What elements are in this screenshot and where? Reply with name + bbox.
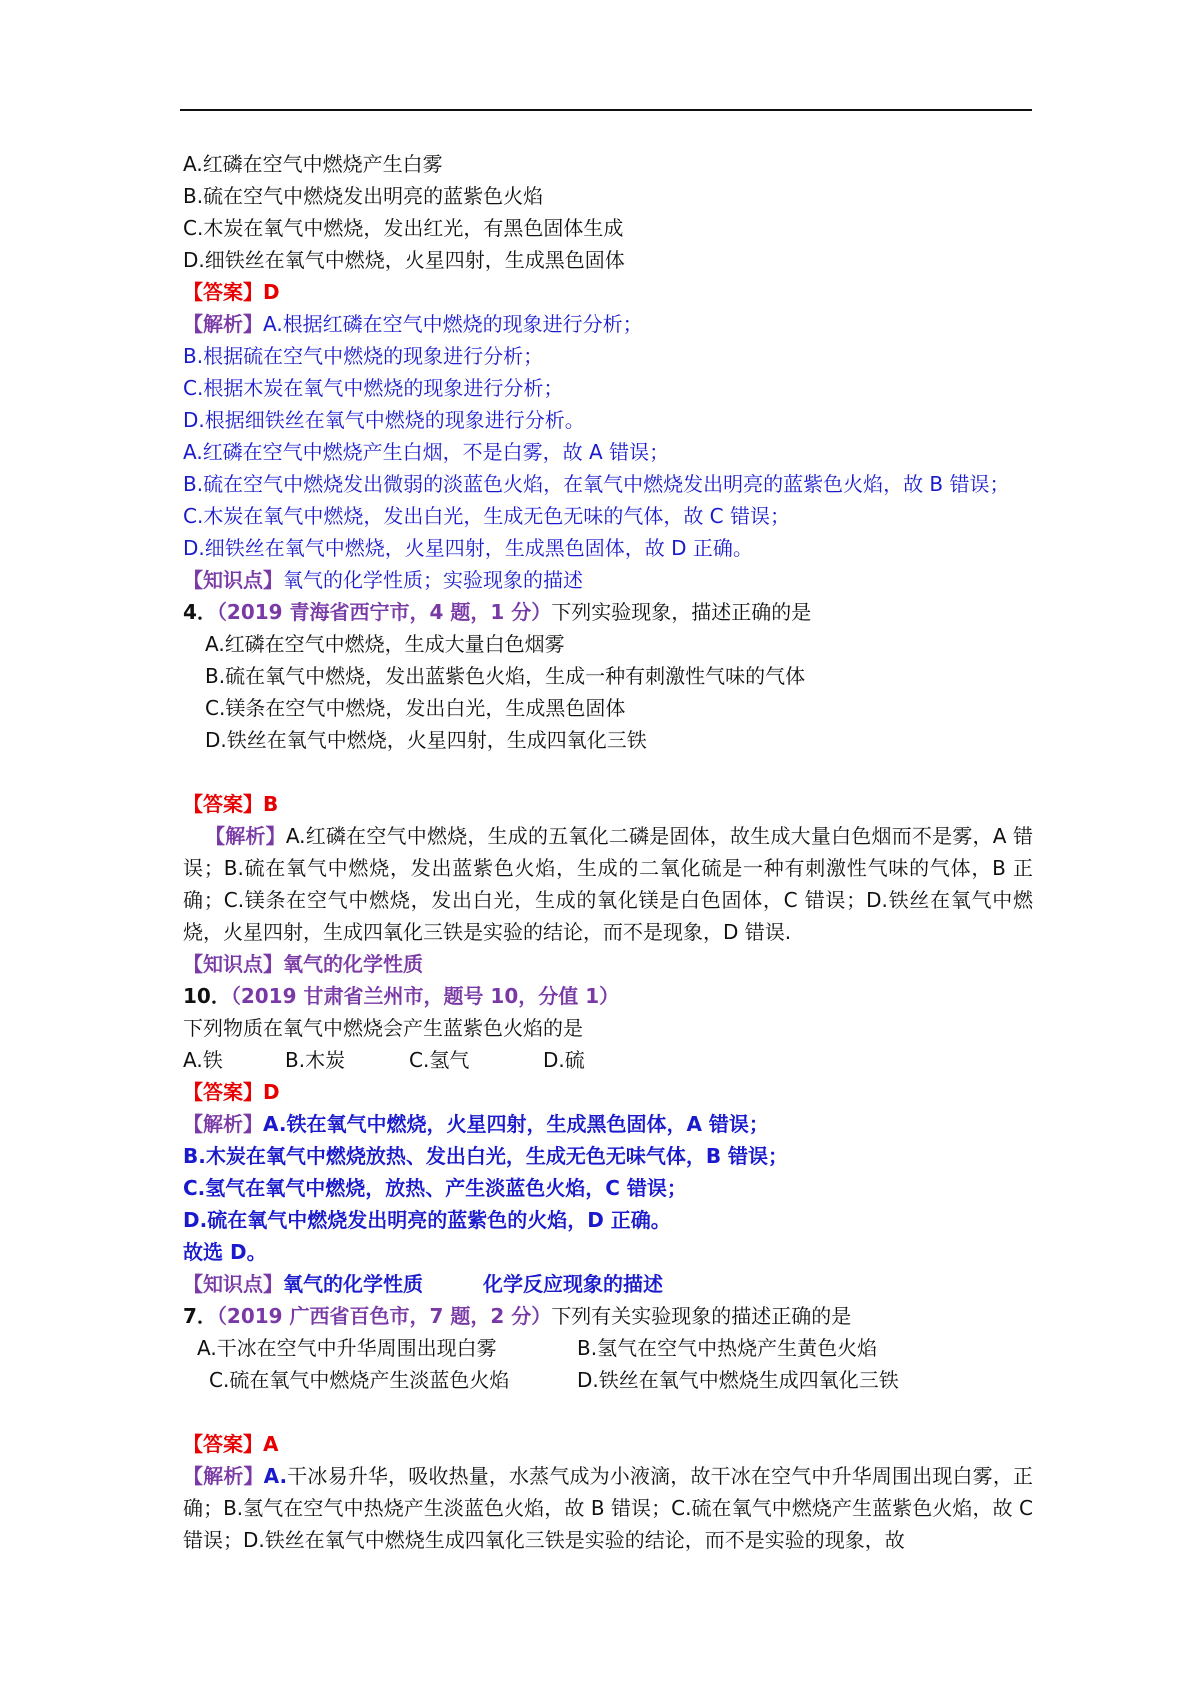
- option-b: B.硫在氧气中燃烧，发出蓝紫色火焰，生成一种有刺激性气味的气体: [205, 664, 806, 688]
- analysis-line: [183, 1108, 1033, 1140]
- analysis-paragraph: [183, 820, 1033, 948]
- question-number: 4．: [183, 600, 217, 624]
- knowledge-text: 氧气的化学性质 化学反应现象的描述: [283, 1272, 663, 1296]
- analysis-tag: 【解析】: [183, 312, 263, 336]
- analysis-text: D.硫在氧气中燃烧发出明亮的蓝紫色的火焰，D 正确。: [183, 1208, 671, 1232]
- knowledge-tag: 【知识点】: [183, 952, 283, 976]
- answer-value: D: [263, 1080, 280, 1104]
- option-d: D.铁丝在氧气中燃烧生成四氧化三铁: [577, 1368, 899, 1392]
- answer-line: [183, 1428, 1033, 1460]
- analysis-text: D.根据细铁丝在氧气中燃烧的现象进行分析。: [183, 408, 585, 432]
- option-b: B.木炭: [285, 1048, 346, 1072]
- question-stem: 下列有关实验现象的描述正确的是: [551, 1304, 852, 1328]
- header-rule: [180, 109, 1032, 111]
- answer-value: A: [263, 1432, 279, 1456]
- answer-tag: 【答案】: [183, 280, 263, 304]
- analysis-lead: A.: [263, 1464, 288, 1488]
- analysis-text: B.硫在空气中燃烧发出微弱的淡蓝色火焰，在氧气中燃烧发出明亮的蓝紫色火焰，故 B 错误；: [183, 472, 1010, 496]
- answer-line: [183, 276, 1033, 308]
- analysis-text: A.红磷在空气中燃烧，生成的五氧化二磷是固体，故生成大量白色烟而不是雾，A 错误；B.硫在氧气中燃烧，发出蓝紫色火焰，生成的二氧化硫是一种有刺激性气味的气体，B 正确；C.镁条在空气中燃烧，发出白光，生成的氧化镁是白色固体，C 错误；D.铁丝在氧气中燃烧，火星四射，生成四氧化三铁是实验的结论，而不是现象，D 错误.: [183, 824, 1033, 944]
- answer-value: B: [263, 792, 279, 816]
- question-stem: 下列实验现象，描述正确的是: [551, 600, 812, 624]
- knowledge-tag: 【知识点】: [183, 568, 283, 592]
- answer-line: [183, 788, 1033, 820]
- question-header: [183, 980, 1033, 1012]
- analysis-text: C.氢气在氧气中燃烧，放热、产生淡蓝色火焰，C 错误；: [183, 1176, 687, 1200]
- analysis-text: A.铁在氧气中燃烧，火星四射，生成黑色固体，A 错误；: [263, 1112, 769, 1136]
- answer-tag: 【答案】: [183, 792, 263, 816]
- question-stem: 下列物质在氧气中燃烧会产生蓝紫色火焰的是: [183, 1016, 583, 1040]
- analysis-tag: 【解析】: [205, 824, 286, 848]
- option-c: C.镁条在空气中燃烧，发出白光，生成黑色固体: [205, 696, 626, 720]
- knowledge-line: [183, 564, 1033, 596]
- knowledge-line: [183, 1268, 1033, 1300]
- analysis-paragraph: [183, 1460, 1033, 1556]
- analysis-text: C.根据木炭在氧气中燃烧的现象进行分析；: [183, 376, 564, 400]
- analysis-tag: 【解析】: [183, 1464, 264, 1488]
- option-d: D.硫: [543, 1048, 585, 1072]
- analysis-text: C.木炭在氧气中燃烧，发出白光，生成无色无味的气体，故 C 错误；: [183, 504, 791, 528]
- question-number: 10．: [183, 984, 231, 1008]
- question-source: （2019 青海省西宁市，4 题，1 分）: [216, 600, 552, 624]
- option-a: A.铁: [183, 1048, 223, 1072]
- option-a: A.干冰在空气中升华周围出现白雾: [197, 1336, 497, 1360]
- document-body: [183, 148, 1033, 1556]
- option-c: C.硫在氧气中燃烧产生淡蓝色火焰: [209, 1368, 510, 1392]
- knowledge-line: [183, 948, 1033, 980]
- analysis-text: B.根据硫在空气中燃烧的现象进行分析；: [183, 344, 544, 368]
- options-row: [183, 1044, 1033, 1076]
- option-c: C.木炭在氧气中燃烧，发出红光，有黑色固体生成: [183, 216, 624, 240]
- knowledge-text: 氧气的化学性质；实验现象的描述: [283, 568, 583, 592]
- analysis-tag: 【解析】: [183, 1112, 263, 1136]
- answer-tag: 【答案】: [183, 1432, 263, 1456]
- analysis-text: 干冰易升华，吸收热量，水蒸气成为小液滴，故干冰在空气中升华周围出现白雾，正确；B.氢气在空气中热烧产生淡蓝色火焰，故 B 错误；C.硫在氧气中燃烧产生蓝紫色火焰，故 C 错误；D.铁丝在氧气中燃烧生成四氧化三铁是实验的结论，而不是实验的现象，故: [183, 1464, 1034, 1552]
- option-d: D.细铁丝在氧气中燃烧，火星四射，生成黑色固体: [183, 248, 625, 272]
- analysis-text: 故选 D。: [183, 1240, 267, 1264]
- knowledge-text: 氧气的化学性质: [283, 952, 423, 976]
- analysis-text: B.木炭在氧气中燃烧放热、发出白光，生成无色无味气体，B 错误；: [183, 1144, 789, 1168]
- answer-line: [183, 1076, 1033, 1108]
- options-row: [183, 1332, 1033, 1364]
- option-c: C.氢气: [409, 1048, 470, 1072]
- option-a: A.红磷在空气中燃烧，生成大量白色烟雾: [205, 632, 565, 656]
- question-source: （2019 广西省百色市，7 题，2 分）: [216, 1304, 552, 1328]
- option-b: B.氢气在空气中热烧产生黄色火焰: [577, 1336, 878, 1360]
- option-b: B.硫在空气中燃烧发出明亮的蓝紫色火焰: [183, 184, 544, 208]
- analysis-text: D.细铁丝在氧气中燃烧，火星四射，生成黑色固体，故 D 正确。: [183, 536, 753, 560]
- question-header: [183, 596, 1033, 628]
- analysis-line: [183, 308, 1033, 340]
- analysis-text: A.根据红磷在空气中燃烧的现象进行分析；: [263, 312, 643, 336]
- option-a: A.红磷在空气中燃烧产生白雾: [183, 152, 443, 176]
- answer-tag: 【答案】: [183, 1080, 263, 1104]
- knowledge-tag: 【知识点】: [183, 1272, 283, 1296]
- question-number: 7．: [183, 1304, 217, 1328]
- options-row: [183, 1364, 1033, 1396]
- answer-value: D: [263, 280, 280, 304]
- question-source: （2019 甘肃省兰州市，题号 10，分值 1）: [230, 984, 620, 1008]
- analysis-text: A.红磷在空气中燃烧产生白烟，不是白雾，故 A 错误；: [183, 440, 670, 464]
- question-header: [183, 1300, 1033, 1332]
- option-d: D.铁丝在氧气中燃烧，火星四射，生成四氧化三铁: [205, 728, 647, 752]
